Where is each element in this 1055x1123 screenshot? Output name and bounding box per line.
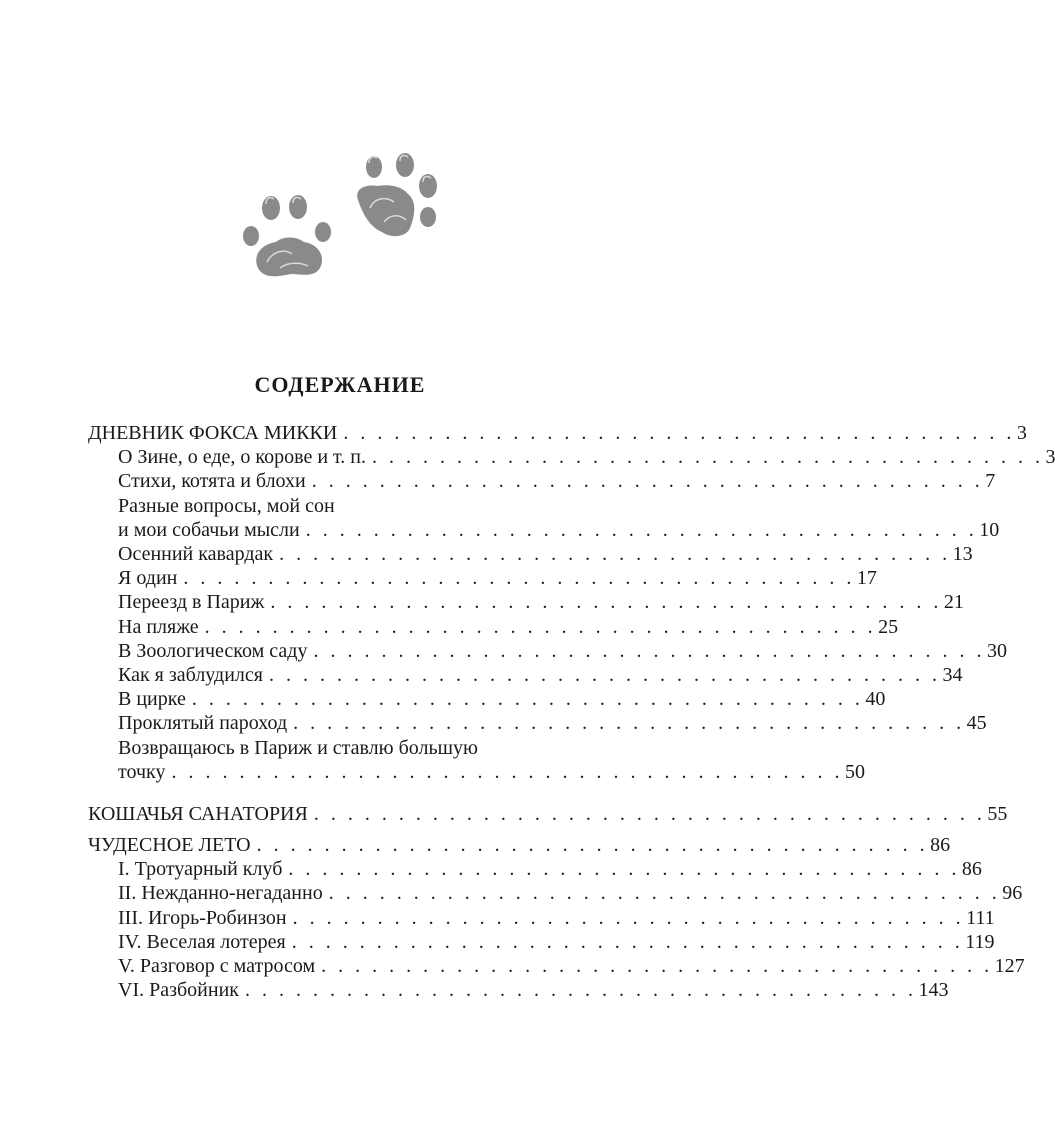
toc-entry xyxy=(118,759,865,785)
dot-leader: . . . . . . . . . . . . . . . . . . . . . . . . . . . . . . . . . . . . . . . . xyxy=(305,518,978,541)
entry-title: VI. Разбойник xyxy=(118,979,240,1002)
toc-entry xyxy=(118,638,1007,664)
entry-title: Как я заблудился xyxy=(118,664,263,686)
dot-leader: . . . . . . . . . . . . . . . . . . . . . . . . . . . . . . . . . . . . . . . . xyxy=(292,906,965,929)
page-number: 143 xyxy=(918,979,949,1002)
dot-leader: . . . . . . . . . . . . . . . . . . . . . . . . . . . . . . . . . . . . . . . . xyxy=(328,882,1001,905)
entry-title: III. Игорь-Робинзон xyxy=(118,906,287,929)
page-number: 86 xyxy=(961,858,982,881)
dot-leader: . . . . . . . . . . . . . . . . . . . . . . . . . . . . . . . . . . . . . . . . xyxy=(371,446,1044,469)
toc-entry xyxy=(118,614,899,640)
toc-entry xyxy=(118,929,995,955)
page-number: 3 xyxy=(1045,446,1055,469)
toc-entry xyxy=(118,662,963,688)
page-number: 10 xyxy=(979,518,1000,541)
page-number: 25 xyxy=(878,615,899,638)
dot-leader: . . . . . . . . . . . . . . . . . . . . . . . . . . . . . . . . . . . . . . . . xyxy=(204,615,877,638)
page-number: 127 xyxy=(994,955,1025,977)
toc-entry xyxy=(118,880,1023,906)
entry-title: II. Нежданно-негаданно xyxy=(118,882,323,905)
page-number: 7 xyxy=(985,470,996,493)
section-title xyxy=(88,801,1008,827)
entry-title: I. Тротуарный клуб xyxy=(118,858,283,881)
entry-title: На пляже xyxy=(118,615,199,638)
page-number: 21 xyxy=(943,591,964,614)
page-number: 96 xyxy=(1002,882,1023,905)
entry-title: IV. Веселая лотерея xyxy=(118,930,286,953)
entry-title: Стихи, котята и блохи xyxy=(118,470,306,493)
toc-entry xyxy=(118,856,982,882)
page-number: 86 xyxy=(930,834,951,856)
toc-entry xyxy=(118,468,996,494)
dot-leader: . . . . . . . . . . . . . . . . . . . . . . . . . . . . . . . . . . . . . . . . xyxy=(183,567,855,590)
section-title xyxy=(88,420,1027,446)
entry-title: Проклятый пароход xyxy=(118,712,288,735)
toc-entry xyxy=(118,686,886,712)
dot-leader: . . . . . . . . . . . . . . . . . . . . . . . . . . . . . . . . . . . . . . . . xyxy=(256,834,929,856)
page-number: 3 xyxy=(1016,422,1027,444)
entry-title: О Зине, о еде, о корове и т. п. xyxy=(118,446,366,469)
dot-leader: . . . . . . . . . . . . . . . . . . . . . . . . . . . . . . . . . . . . . . . . xyxy=(291,930,964,953)
paw-print-icon xyxy=(243,195,331,276)
toc-entry xyxy=(118,589,964,615)
dot-leader: . . . . . . . . . . . . . . . . . . . . . . . . . . . . . . . . . . . . . . . . xyxy=(245,979,917,1002)
entry-title: и мои собачьи мысли xyxy=(118,518,300,541)
paw-prints-illustration xyxy=(0,0,709,300)
dot-leader: . . . . . . . . . . . . . . . . . . . . . . . . . . . . . . . . . . . . . . . . xyxy=(313,803,986,825)
entry-title: ДНЕВНИК ФОКСА МИККИ xyxy=(88,422,338,444)
toc-entry xyxy=(118,444,1055,470)
entry-title-line: Разные вопросы, мой сон xyxy=(118,494,335,517)
entry-title: ЧУДЕСНОЕ ЛЕТО xyxy=(88,834,251,856)
toc-entry xyxy=(118,517,1000,543)
dot-leader: . . . . . . . . . . . . . . . . . . . . . . . . . . . . . . . . . . . . . . . . xyxy=(171,760,843,783)
dot-leader: . . . . . . . . . . . . . . . . . . . . . . . . . . . . . . . . . . . . . . . . xyxy=(191,688,864,711)
dot-leader: . . . . . . . . . . . . . . . . . . . . . . . . . . . . . . . . . . . . . . . . xyxy=(268,664,941,686)
toc-entry xyxy=(118,541,973,567)
dot-leader: . . . . . . . . . . . . . . . . . . . . . . . . . . . . . . . . . . . . . . . . xyxy=(279,543,951,565)
entry-title: В Зоологическом саду xyxy=(118,639,308,662)
dot-leader: . . . . . . . . . . . . . . . . . . . . . . . . . . . . . . . . . . . . . . . . xyxy=(313,639,985,662)
toc-entry xyxy=(118,905,995,931)
entry-title: КОШАЧЬЯ САНАТОРИЯ xyxy=(88,803,308,825)
page-number: 55 xyxy=(987,803,1008,825)
entry-title-line: Возвращаюсь в Париж и ставлю большую xyxy=(118,736,478,759)
page-number: 13 xyxy=(952,543,973,565)
page-number: 34 xyxy=(942,664,963,686)
entry-title: точку xyxy=(118,760,166,783)
toc-entry xyxy=(118,710,987,736)
dot-leader: . . . . . . . . . . . . . . . . . . . . . . . . . . . . . . . . . . . . . . . . xyxy=(288,858,960,881)
toc-entry xyxy=(118,953,1025,979)
toc-entry xyxy=(118,565,877,591)
entry-title: В цирке xyxy=(118,688,186,711)
paw-print-icon xyxy=(357,153,437,236)
page-number: 17 xyxy=(856,567,877,590)
toc-entry xyxy=(118,977,949,1003)
page-number: 40 xyxy=(865,688,886,711)
page-number: 111 xyxy=(966,906,995,929)
toc-heading: СОДЕРЖАНИЕ xyxy=(254,372,426,397)
page-number: 45 xyxy=(966,712,987,735)
dot-leader: . . . . . . . . . . . . . . . . . . . . . . . . . . . . . . . . . . . . . . . . xyxy=(270,591,942,614)
page-number: 119 xyxy=(965,930,995,953)
dot-leader: . . . . . . . . . . . . . . . . . . . . . . . . . . . . . . . . . . . . . . . . xyxy=(293,712,965,735)
entry-title: Переезд в Париж xyxy=(118,591,265,614)
page-number: 30 xyxy=(986,639,1007,662)
section-title xyxy=(88,832,951,858)
entry-title: Осенний кавардак xyxy=(118,543,274,565)
dot-leader: . . . . . . . . . . . . . . . . . . . . . . . . . . . . . . . . . . . . . . . . xyxy=(321,955,993,977)
entry-title: Я один xyxy=(118,567,178,590)
page-number: 50 xyxy=(844,760,865,783)
dot-leader: . . . . . . . . . . . . . . . . . . . . . . . . . . . . . . . . . . . . . . . . xyxy=(343,422,1015,444)
dot-leader: . . . . . . . . . . . . . . . . . . . . . . . . . . . . . . . . . . . . . . . . xyxy=(311,470,984,493)
entry-title: V. Разговор с матросом xyxy=(118,955,316,977)
